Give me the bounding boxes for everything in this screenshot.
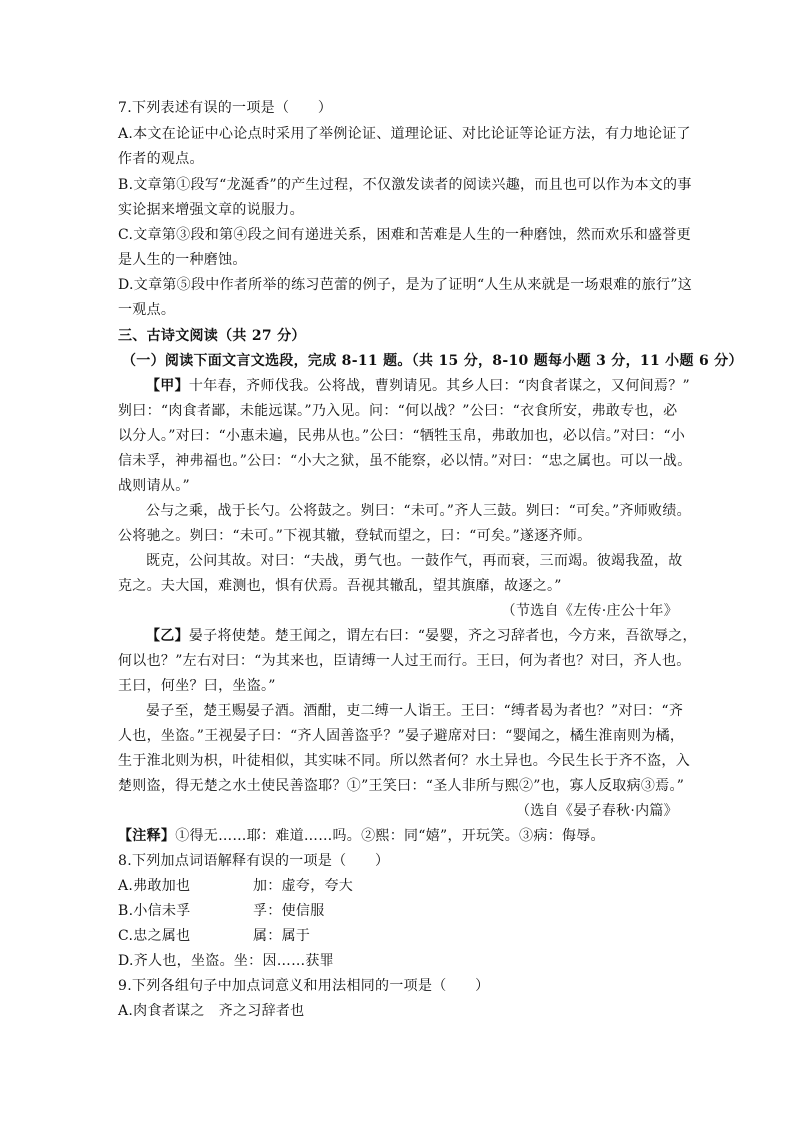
annotation-text: ①得无……耶：难道……吗。②熙：同“嬉”，开玩笑。③病：侮辱。	[175, 828, 605, 844]
q8-option-c-def: 属：属于	[253, 928, 311, 944]
q7-option-a-line1: A.本文在论证中心论点时采用了举例论证、道理论证、对比论证等论证方法，有力地论证了	[118, 126, 691, 142]
annotation	[118, 826, 605, 846]
yi-paragraph2-line1: 晏子至，楚王赐晏子酒。酒酣，吏二缚一人诣王。王曰：“缚者曷为者也？”对曰：“齐	[146, 703, 684, 719]
q7-option-b-line1: B.文章第①段写“龙涎香”的产生过程，不仅激发读者的阅读兴趣，而且也可以作为本文的事	[118, 177, 692, 193]
section3-title: 三、古诗文阅读（共 27 分）	[118, 328, 306, 344]
q8-option-d	[118, 951, 334, 971]
jia-paragraph1-line4: 信未孚，神弗福也。”公曰：“小大之狱，虽不能察，必以情。”对曰：“忠之属也。可以一战。	[118, 453, 692, 469]
q7-stem: 7.下列表述有误的一项是（ ）	[118, 100, 333, 116]
q7-option-d-line2: 一观点。	[118, 302, 176, 318]
q8-option-b-word: B.小信未孚	[118, 903, 191, 919]
yi-tag: 【乙】	[146, 628, 189, 644]
q7-option-d-line1: D.文章第⑤段中作者所举的练习芭蕾的例子，是为了证明“人生从来就是一场艰难的旅行”这	[118, 277, 693, 293]
yi-paragraph2-line2: 人也，坐盗。”王视晏子曰：“齐人固善盗乎？”晏子避席对曰：“婴闻之，橘生淮南则为橘，	[118, 728, 685, 744]
jia-source: （节选自《左传·庄公十年》	[501, 603, 678, 619]
q9-option-a	[118, 1001, 304, 1021]
q9-stem: 9.下列各组句子中加点词意义和用法相同的一项是（ ）	[118, 978, 490, 994]
annotation-tag: 【注释】	[118, 828, 176, 844]
yi-paragraph2-line4: 楚则盗，得无楚之水土使民善盗耶？①”王笑曰：“圣人非所与熙②”也，寡人反取病③焉。”	[118, 778, 685, 794]
jia-paragraph2-line2: 公将驰之。刿曰：“未可。”下视其辙，登轼而望之，曰：“可矣。”遂逐齐师。	[118, 528, 592, 544]
q7-option-c-line1: C.文章第③段和第④段之间有递进关系，困难和苦难是人生的一种磨蚀，然而欢乐和盛誉更	[118, 227, 691, 243]
yi-paragraph1-line3: 王曰，何坐？曰，坐盗。”	[118, 678, 276, 694]
q7-option-b-line2: 实论据来增强文章的说服力。	[118, 202, 304, 218]
section3-subtitle: （一）阅读下面文言文选段，完成 8-11 题。（共 15 分，8-10 题每小题 3 分，11 小题 6 分）	[122, 353, 743, 369]
yi-paragraph2-line3: 生于淮北则为枳，叶徒相似，其实味不同。所以然者何？水土异也。今民生长于齐不盗，入	[118, 753, 690, 769]
q9-option-a-right: 齐之习辞者也	[218, 1003, 305, 1019]
jia-paragraph1-line3: 以分人。”对曰：“小惠未遍，民弗从也。”公曰：“牺牲玉帛，弗敢加也，必以信。”对曰：“小	[118, 428, 686, 444]
q8-option-d-word: D.齐人也，坐盗。坐：因……获罪	[118, 953, 334, 969]
jia-paragraph3-line1: 既克，公问其故。对曰：“夫战，勇气也。一鼓作气，再而衰，三而竭。彼竭我盈，故	[146, 553, 683, 569]
q8-option-a	[118, 876, 353, 896]
q8-option-c	[118, 926, 310, 946]
yi-source: （选自《晏子春秋·内篇》	[515, 803, 678, 819]
jia-paragraph1-line5: 战则请从。”	[118, 478, 190, 494]
jia-paragraph1-line1	[146, 376, 690, 396]
q8-option-a-word: A.弗敢加也	[118, 878, 191, 894]
q8-option-a-def: 加：虚夸，夸大	[253, 878, 354, 894]
yi-paragraph1-line1	[146, 626, 697, 646]
jia-paragraph3-line2: 克之。夫大国，难测也，惧有伏焉。吾视其辙乱，望其旗靡，故逐之。”	[118, 578, 562, 594]
yi-paragraph1-line2: 何以也？”左右对曰：“为其来也，臣请缚一人过王而行。王曰，何为者也？对曰，齐人也。	[118, 653, 691, 669]
jia-paragraph1-line2: 刿曰：“肉食者鄙，未能远谋。”乃入见。问：“何以战？”公曰：“衣食所安，弗敢专也，必	[118, 403, 678, 419]
q7-option-a-line2: 作者的观点。	[118, 151, 204, 167]
jia-tag: 【甲】	[146, 378, 189, 394]
q9-option-a-left: A.肉食者谋之	[118, 1003, 205, 1019]
q8-option-c-word: C.忠之属也	[118, 928, 191, 944]
q8-stem: 8.下列加点词语解释有误的一项是（ ）	[118, 853, 390, 869]
q8-option-b	[118, 901, 325, 921]
q8-option-b-def: 孚：使信服	[253, 903, 325, 919]
q7-option-c-line2: 是人生的一种磨蚀。	[118, 252, 247, 268]
jia-paragraph2-line1: 公与之乘，战于长勺。公将鼓之。刿曰：“未可。”齐人三鼓。刿曰：“可矣。”齐师败绩。	[146, 503, 691, 519]
jia-p1-text1: 十年春，齐师伐我。公将战，曹刿请见。其乡人曰：“肉食者谋之，又何间焉？”	[188, 378, 691, 394]
yi-p1-text1: 晏子将使楚。楚王闻之，谓左右曰：“晏婴，齐之习辞者也，今方来，吾欲辱之，	[188, 628, 697, 644]
